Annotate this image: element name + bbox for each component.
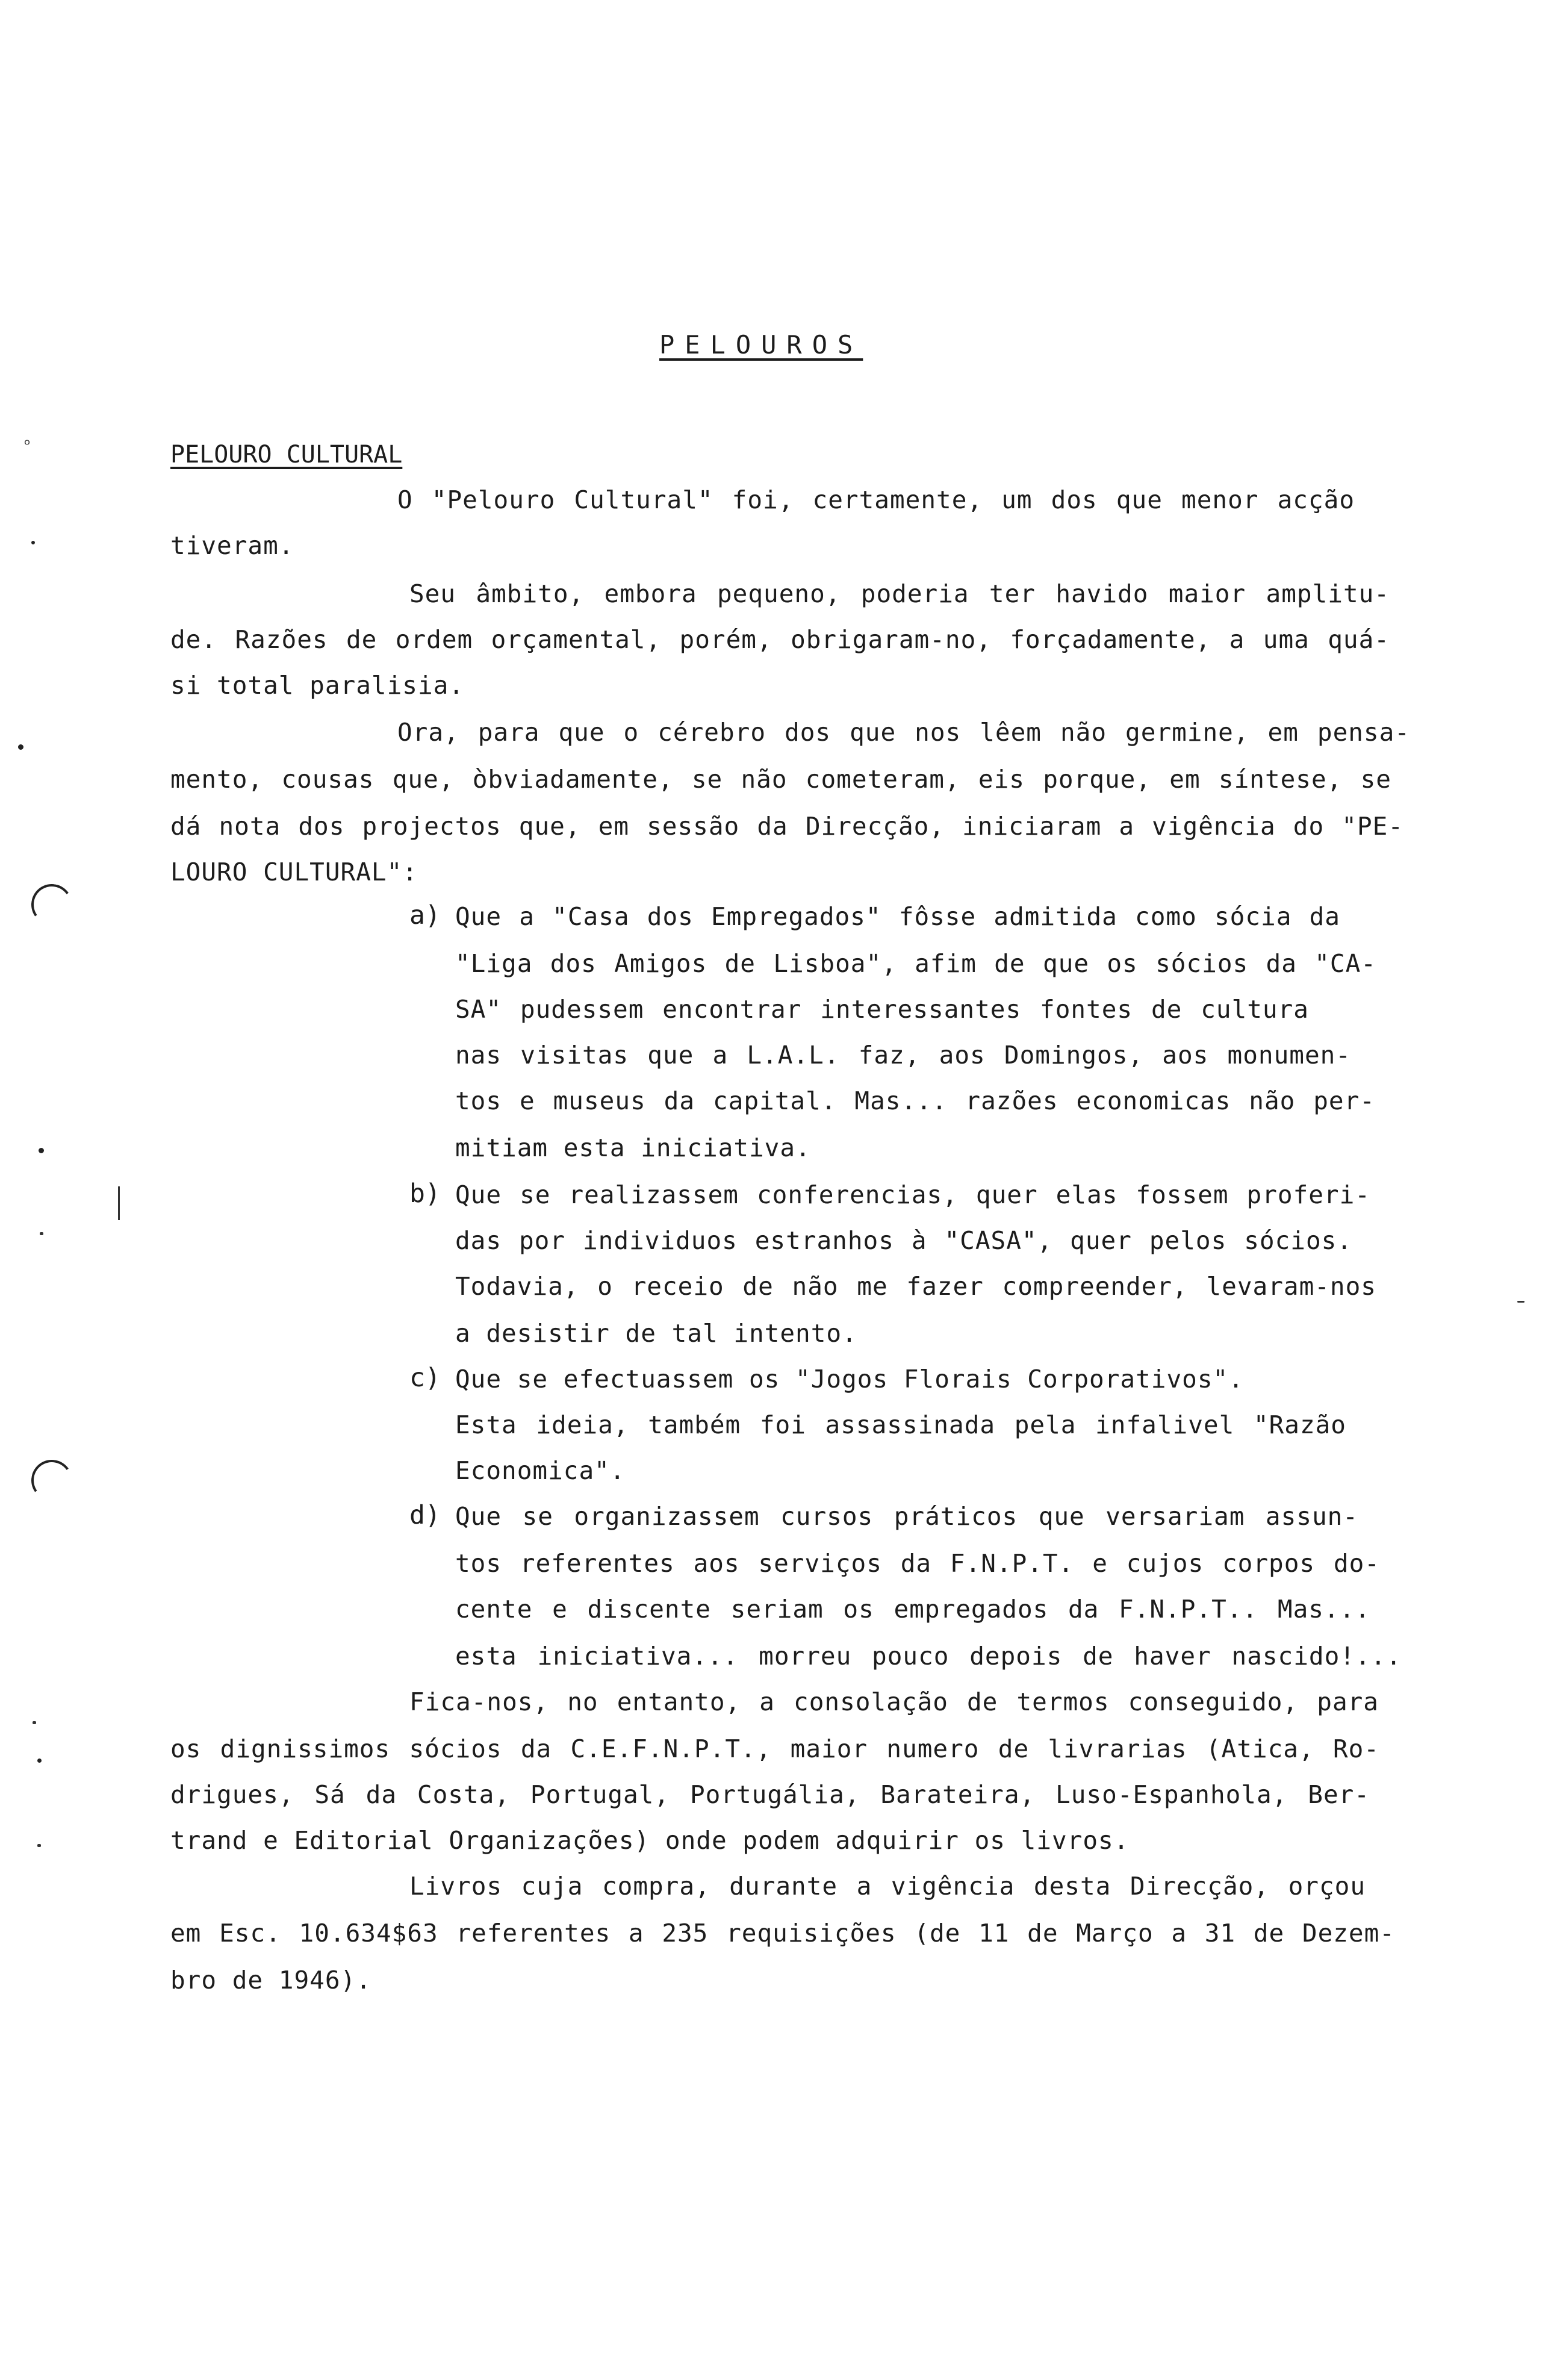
text-line: tos referentes aos serviços da F.N.P.T. e cujos corpos do- <box>455 1549 1380 1578</box>
text-line: drigues, Sá da Costa, Portugal, Portugália, Barateira, Luso-Espanhola, Ber- <box>170 1780 1370 1809</box>
item-label-d: d) <box>409 1500 441 1530</box>
text-line: Todavia, o receio de não me fazer compreender, levaram-nos <box>455 1272 1376 1301</box>
text-line: bro de 1946). <box>170 1966 371 1995</box>
margin-dot <box>18 744 23 750</box>
text-line: si total paralisia. <box>170 671 464 700</box>
text-line: das por individuos estranhos à "CASA", quer pelos sócios. <box>455 1226 1352 1255</box>
text-line: "Liga dos Amigos de Lisboa", afim de que os sócios da "CA- <box>455 949 1376 978</box>
margin-dot <box>31 541 35 544</box>
text-line: trand e Editorial Organizações) onde podem adquirir os livros. <box>170 1826 1130 1855</box>
text-line: Livros cuja compra, durante a vigência desta Direcção, orçou <box>409 1872 1366 1901</box>
text-line: dá nota dos projectos que, em sessão da Direcção, iniciaram a vigência do "PE- <box>170 812 1403 841</box>
item-label-c: c) <box>409 1363 441 1393</box>
text-line: O "Pelouro Cultural" foi, certamente, um dos que menor acção <box>397 485 1355 514</box>
item-label-b: b) <box>409 1179 441 1209</box>
page-title: PELOUROS <box>659 330 863 360</box>
margin-tick <box>33 1721 36 1724</box>
margin-mark: ᵒ <box>24 436 31 454</box>
text-line: mitiam esta iniciativa. <box>455 1133 811 1162</box>
text-line: Fica-nos, no entanto, a consolação de termos conseguido, para <box>409 1687 1379 1716</box>
margin-tick <box>1517 1301 1525 1303</box>
text-line: Que se realizassem conferencias, quer elas fossem proferi- <box>455 1180 1370 1209</box>
margin-dot <box>39 1148 44 1153</box>
margin-bar <box>118 1186 120 1220</box>
text-line: esta iniciativa... morreu pouco depois de haver nascido!... <box>455 1642 1402 1671</box>
text-line: Seu âmbito, embora pequeno, poderia ter havido maior amplitu- <box>409 579 1390 608</box>
margin-tick <box>37 1844 41 1847</box>
text-line: de. Razões de ordem orçamental, porém, obrigaram-no, forçadamente, a uma quá- <box>170 625 1390 654</box>
punch-hole-mark <box>28 1457 76 1504</box>
section-heading: PELOURO CULTURAL <box>170 441 403 469</box>
text-line: Economica". <box>455 1456 626 1485</box>
text-line: em Esc. 10.634$63 referentes a 235 requisições (de 11 de Março a 31 de Dezem- <box>170 1919 1395 1948</box>
text-line: Que se organizassem cursos práticos que versariam assun- <box>455 1502 1358 1531</box>
item-label-a: a) <box>409 900 441 930</box>
text-line: a desistir de tal intento. <box>455 1319 857 1348</box>
text-line: nas visitas que a L.A.L. faz, aos Domingos, aos monumen- <box>455 1041 1351 1070</box>
punch-hole-mark <box>28 881 76 929</box>
text-line: Que a "Casa dos Empregados" fôsse admitida como sócia da <box>455 902 1340 931</box>
text-line: tiveram. <box>170 531 294 560</box>
text-line: tos e museus da capital. Mas... razões economicas não per- <box>455 1086 1375 1115</box>
text-line: cente e discente seriam os empregados da F.N.P.T.. Mas... <box>455 1595 1370 1624</box>
text-line: SA" pudessem encontrar interessantes fontes de cultura <box>455 995 1309 1024</box>
margin-tick <box>40 1232 43 1235</box>
text-line: Esta ideia, também foi assassinada pela infalivel "Razão <box>455 1410 1346 1439</box>
text-line: Que se efectuassem os "Jogos Florais Corporativos". <box>455 1365 1244 1394</box>
text-line: LOURO CULTURAL": <box>170 858 418 886</box>
text-line: os dignissimos sócios da C.E.F.N.P.T., maior numero de livrarias (Atica, Ro- <box>170 1734 1379 1763</box>
text-line: mento, cousas que, òbviadamente, se não cometeram, eis porque, em síntese, se <box>170 765 1391 794</box>
margin-dot <box>37 1759 42 1763</box>
text-line: Ora, para que o cérebro dos que nos lêem não germine, em pensa- <box>397 718 1410 747</box>
